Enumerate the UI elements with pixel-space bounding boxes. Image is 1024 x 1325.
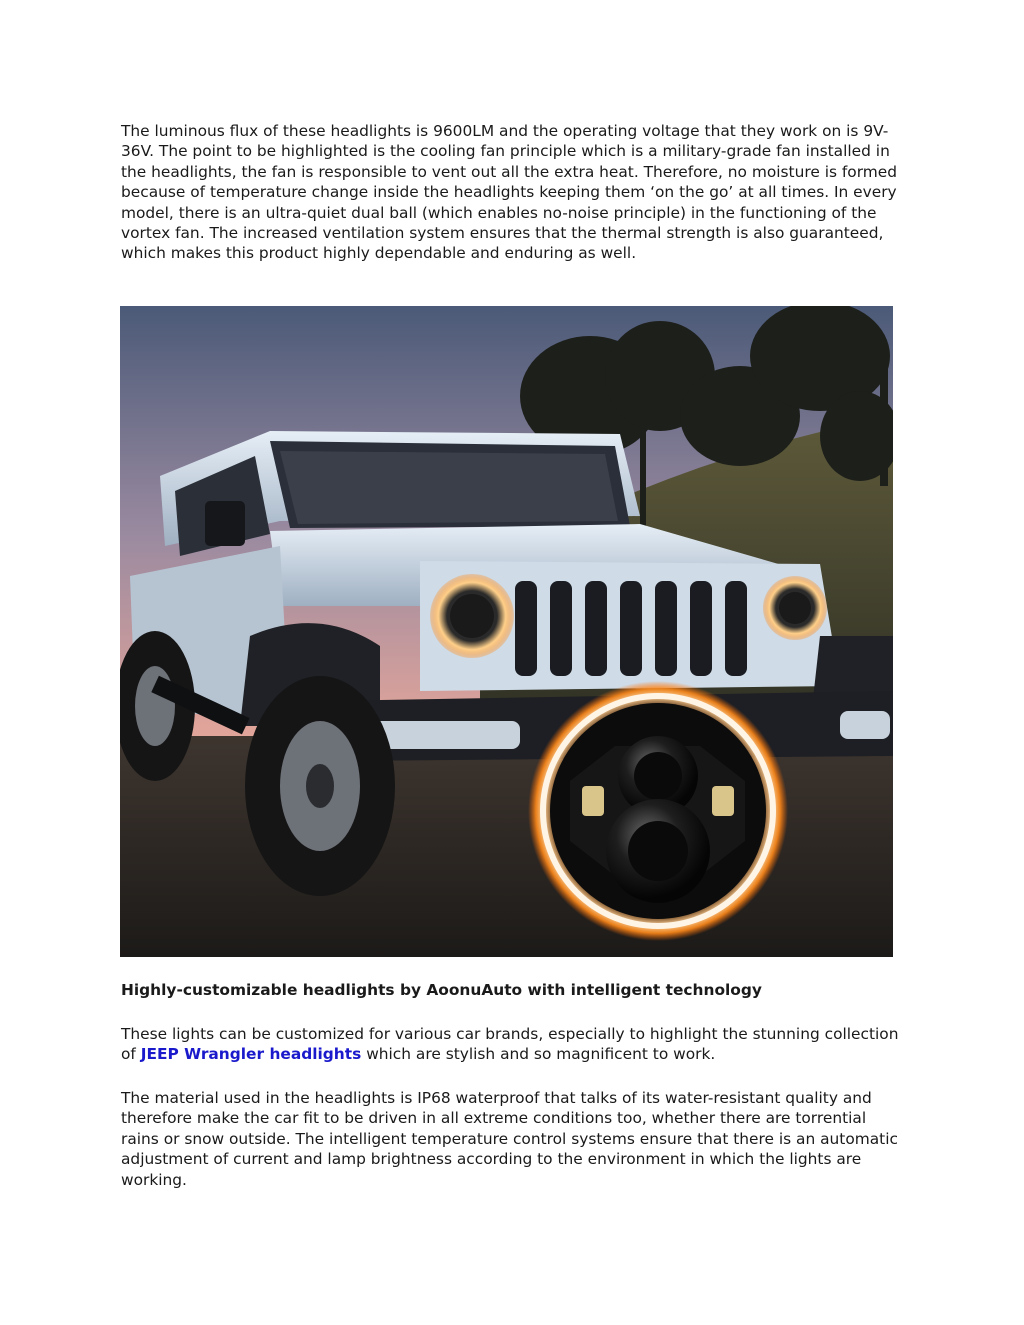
jeep-wrangler-headlights-link[interactable]: JEEP Wrangler headlights — [140, 1045, 362, 1064]
section-heading: Highly-customizable headlights by AoonuAuto with intelligent technology — [121, 981, 762, 999]
intro-paragraph: The luminous flux of these headlights is 9600LM and the operating voltage that they work on is 9V-36V. The point to be highlighted is the cooling fan principle which is a military-grade fan installed in the headlights, the fan is responsible to vent out all the extra heat. Therefore, no moisture is formed because of temperature change inside the headlights keeping them ‘on the go’ at all times. In every model, there is an ultra-quiet dual ball (which enables no-noise principle) in the functioning of the vortex fan. The increased ventilation system ensures that the thermal strength is also guaranteed, which makes this product highly dependable and enduring as well. — [121, 122, 898, 263]
waterproof-paragraph: The material used in the headlights is IP68 waterproof that talks of its water-resistant quality and therefore make the car fit to be driven in all extreme conditions too, whether there are torrential rains or snow outside. The intelligent temperature control systems ensure that there is an automatic adjustment of current and lamp brightness according to the environment in which the lights are working. — [121, 1089, 898, 1189]
led-headlight-product — [528, 681, 788, 941]
customization-paragraph — [121, 1024, 901, 1065]
customization-text-start: These lights can be customized for various car brands, especially to highlight the stunning collection of — [121, 1025, 899, 1064]
customization-text-end: which are stylish and so magnificent to work. — [361, 1045, 716, 1064]
jeep-headlight-photo — [120, 306, 893, 957]
